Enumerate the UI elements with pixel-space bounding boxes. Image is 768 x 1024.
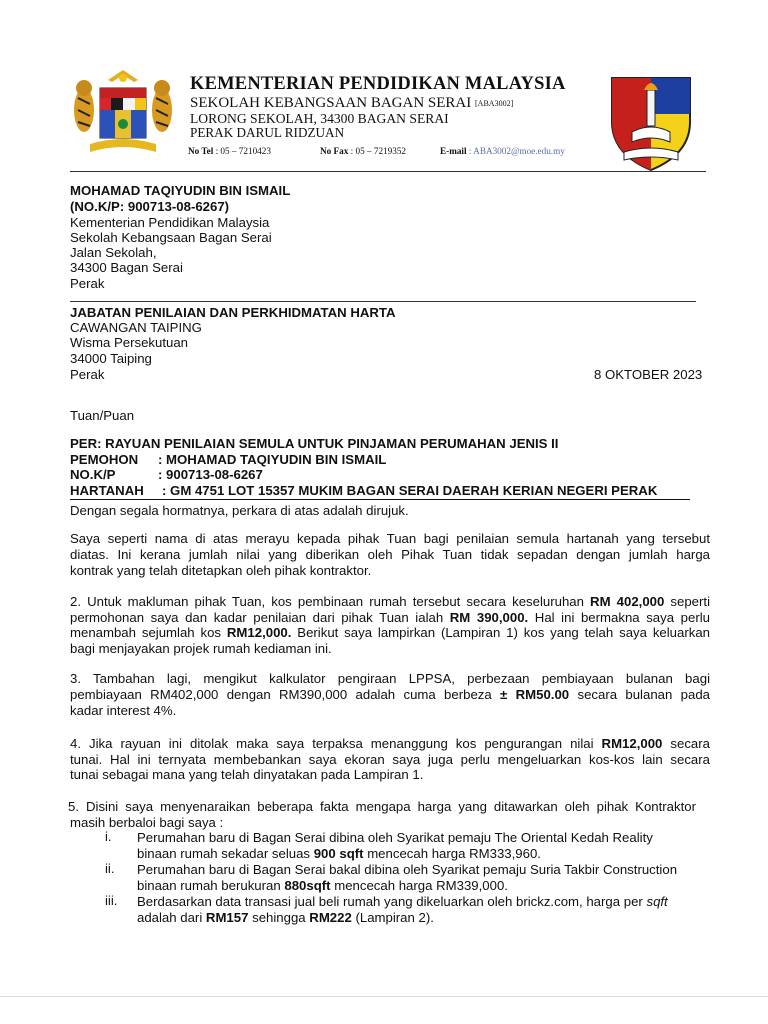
- amount-text: ± RM50.00: [500, 687, 570, 702]
- paragraph-5-line: 5. Disini saya menyenaraikan beberapa fakta mengapa harga yang ditawarkan oleh pihak Kontraktor: [68, 799, 696, 814]
- school-name-text: SEKOLAH KEBANGSAAN BAGAN SERAI: [190, 95, 472, 111]
- paragraph-3-line: 3. Tambahan lagi, mengikut kalkulator pengiraan LPPSA, perbezaan pembiayaan bulanan bagi: [70, 671, 710, 686]
- text-run: pembiayaan RM402,000 dengan RM390,000 adalah cuma berbeza: [70, 687, 501, 702]
- recipient-address-line: Wisma Persekutuan: [70, 335, 188, 350]
- recipient-address-line: 34000 Taiping: [70, 351, 152, 366]
- list-item-line: [137, 846, 541, 862]
- amount-text: RM12,000.: [226, 625, 292, 640]
- list-item-line: [137, 894, 668, 910]
- amount-text: RM 390,000.: [449, 610, 529, 625]
- paragraph-3-line: [70, 687, 710, 703]
- amount-text: RM 402,000: [590, 594, 665, 609]
- text-run: secara: [662, 736, 710, 751]
- sender-address-line: Sekolah Kebangsaan Bagan Serai: [70, 230, 272, 245]
- paragraph-1-line: kontrak yang telah ditetapkan oleh pihak kontraktor.: [70, 563, 372, 578]
- subject-label: NO.K/P: [70, 467, 116, 482]
- email-value: : ABA3002@moe.edu.my: [468, 146, 565, 156]
- sender-ic: (NO.K/P: 900713-08-6267): [70, 199, 230, 214]
- school-name: [190, 95, 513, 112]
- sender-address-line: 34300 Bagan Serai: [70, 260, 183, 275]
- text-run: Berikut saya lampirkan (Lampiran 1) kos yang telah saya keluarkan: [291, 625, 711, 640]
- school-code: [ABA3002]: [475, 99, 514, 108]
- size-text: 900 sqft: [313, 846, 364, 861]
- subject-label: PEMOHON: [70, 452, 139, 467]
- letter-date: 8 OKTOBER 2023: [594, 367, 703, 382]
- list-item-line: Perumahan baru di Bagan Serai dibina oleh Syarikat pemaju The Oriental Kedah Reality: [137, 830, 653, 845]
- email-contact: [440, 146, 565, 156]
- paragraph-4-line: [70, 736, 710, 752]
- subject-value: : 900713-08-6267: [158, 467, 263, 482]
- text-run: 4. Jika rayuan ini ditolak maka saya terpaksa menanggung kos pengurangan nilai: [70, 736, 602, 751]
- list-item-line: [137, 910, 434, 926]
- text-run: mencecah harga RM333,960.: [363, 846, 541, 861]
- fax-value: : 05 – 7219352: [350, 146, 407, 156]
- paragraph-1-line: diatas. Ini kerana jumlah nilai yang diberikan oleh Pihak Tuan tidak sepadan dengan jumlah harga: [70, 547, 710, 562]
- size-text: 880sqft: [284, 878, 331, 893]
- amount-text: RM157: [205, 910, 249, 925]
- email-label: E-mail: [440, 146, 467, 156]
- fax-label: No Fax: [320, 146, 349, 156]
- paragraph-1-line: Saya seperti nama di atas merayu kepada pihak Tuan bagi penilaian semula hartanah yang tersebut: [70, 531, 710, 546]
- text-run: Berdasarkan data transasi jual beli rumah yang dikeluarkan oleh brickz.com, harga per: [137, 894, 647, 909]
- text-run: binaan rumah sekadar seluas: [137, 846, 314, 861]
- malaysia-coat-of-arms-icon: [70, 68, 176, 158]
- subject-value: : GM 4751 LOT 15357 MUKIM BAGAN SERAI DAERAH KERIAN NEGERI PERAK: [162, 483, 658, 498]
- subject-label: HARTANAH: [70, 483, 144, 498]
- paragraph-3-line: kadar interest 4%.: [70, 703, 177, 718]
- list-number: i.: [105, 829, 112, 844]
- school-state: PERAK DARUL RIDZUAN: [190, 125, 345, 140]
- ministry-name: KEMENTERIAN PENDIDIKAN MALAYSIA: [190, 74, 566, 94]
- sender-address-line: Jalan Sekolah,: [70, 245, 157, 260]
- school-street: LORONG SEKOLAH, 34300 BAGAN SERAI: [190, 111, 449, 126]
- text-run: Hal ini bermakna saya perlu: [528, 610, 710, 625]
- text-run: secara bulanan pada: [569, 687, 710, 702]
- paragraph-4-line: tunai sebagai mana yang telah dinyatakan pada Lampiran 1.: [70, 767, 424, 782]
- list-item-line: [137, 878, 508, 894]
- text-run: menambah sejumlah kos: [70, 625, 227, 640]
- tel-contact: [188, 146, 271, 156]
- subject-title: PER: RAYUAN PENILAIAN SEMULA UNTUK PINJAMAN PERUMAHAN JENIS II: [70, 436, 559, 451]
- recipient-address-line: CAWANGAN TAIPING: [70, 320, 202, 335]
- text-run: mencecah harga RM339,000.: [330, 878, 508, 893]
- paragraph-2-line: [70, 594, 710, 610]
- fax-contact: [320, 146, 406, 156]
- sender-address-line: Kementerian Pendidikan Malaysia: [70, 215, 270, 230]
- subject-underline: [70, 499, 690, 500]
- text-run: binaan rumah berukuran: [137, 878, 285, 893]
- unit-text: sqft: [646, 894, 668, 909]
- page-edge: [0, 996, 768, 997]
- subject-value: : MOHAMAD TAQIYUDIN BIN ISMAIL: [158, 452, 387, 467]
- text-run: permohonan saya dan kadar penilaian dari pihak Tuan ialah: [70, 610, 450, 625]
- list-number: ii.: [105, 861, 115, 876]
- paragraph-2-line: [70, 625, 710, 641]
- paragraph-2-line: [70, 610, 710, 626]
- sender-name: MOHAMAD TAQIYUDIN BIN ISMAIL: [70, 183, 291, 198]
- school-crest-icon: [608, 74, 694, 172]
- paragraph-4-line: tunai. Hal ini ternyata membebankan saya ekoran saya juga perlu mengeluarkan kos-kos lain secara: [70, 752, 710, 767]
- amount-text: RM222: [309, 910, 352, 925]
- text-run: (Lampiran 2).: [351, 910, 434, 925]
- recipient-address-line: Perak: [70, 367, 105, 382]
- recipient-name: JABATAN PENILAIAN DAN PERKHIDMATAN HARTA: [70, 305, 396, 320]
- sender-address-line: Perak: [70, 276, 105, 291]
- header-divider: [70, 171, 706, 172]
- tel-value: : 05 – 7210423: [215, 146, 271, 156]
- list-number: iii.: [105, 893, 118, 908]
- opening-line: Dengan segala hormatnya, perkara di atas adalah dirujuk.: [70, 503, 409, 518]
- paragraph-2-line: bagi menjayakan projek rumah kediaman ini.: [70, 641, 332, 656]
- list-item-line: Perumahan baru di Bagan Serai bakal dibina oleh Syarikat pemaju Suria Takbir Construction: [137, 862, 678, 877]
- text-run: adalah dari: [137, 910, 206, 925]
- amount-text: RM12,000: [601, 736, 663, 751]
- salutation: Tuan/Puan: [70, 408, 135, 423]
- sender-divider: [70, 301, 696, 302]
- text-run: seperti: [664, 594, 711, 609]
- text-run: 2. Untuk makluman pihak Tuan, kos pembinaan rumah tersebut secara keseluruhan: [70, 594, 591, 609]
- paragraph-5-line: masih berbaloi bagi saya :: [70, 815, 224, 830]
- text-run: sehingga: [248, 910, 310, 925]
- tel-label: No Tel: [188, 146, 214, 156]
